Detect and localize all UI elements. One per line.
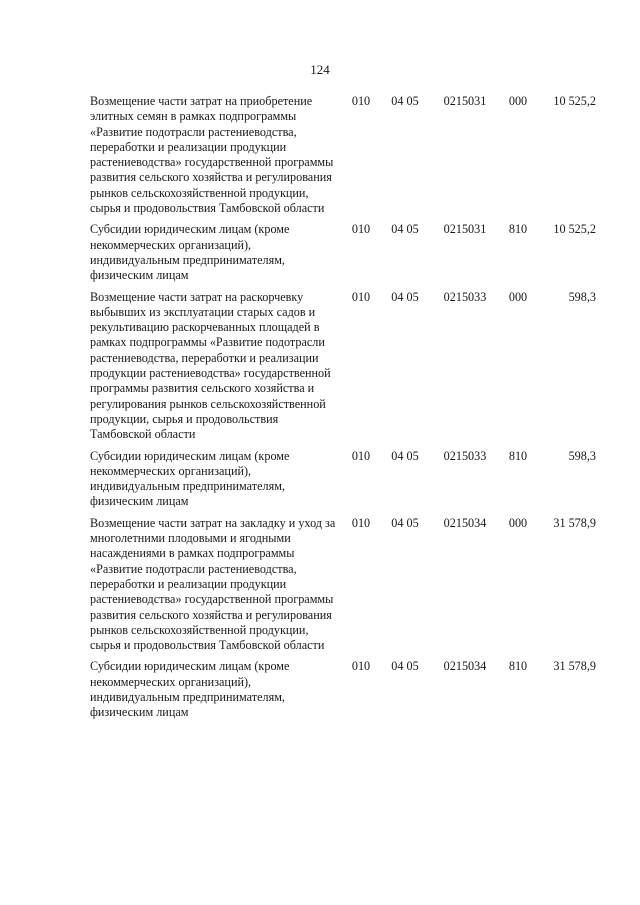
row-ministry-code: 010 [351,515,371,530]
row-section-code: 04 05 [391,94,419,108]
row-ministry-code: 010 [351,222,371,237]
table-row [90,443,596,510]
row-ministry-code: 010 [351,659,371,674]
row-name-cell [90,216,342,283]
row-sum: 598,3 [568,448,596,463]
table-row [90,510,596,654]
row-sum: 31 578,9 [553,515,596,530]
row-target-code: 0215034 [443,659,487,674]
row-name: Субсидии юридическим лицам (кроме некоммерческих организаций), индивидуальным предпринимателям, физическим лицам [90,659,290,720]
budget-table [90,94,596,721]
table-row [90,216,596,283]
row-name-cell [90,443,342,510]
row-name: Возмещение части затрат на раскорчевку выбывших из эксплуатации старых садов и рекультивацию раскорчеванных площадей в рамках подпрограммы «Развитие подотрасли растениеводства, переработки и реализации продукции растениеводства» государственной программы развития сельского хозяйства и регулирования рынков сельскохозяйственной продукции, сырья и продовольствия Тамбовской области [90,289,331,442]
row-section-code: 04 05 [391,515,419,530]
row-ministry-code: 010 [351,289,371,304]
row-section-code: 04 05 [391,448,419,463]
row-target-code: 0215031 [443,94,487,108]
row-name-cell [90,94,342,216]
row-ministry-code: 010 [351,448,371,463]
row-name-cell [90,653,342,720]
row-section-code: 04 05 [391,222,419,237]
row-expense-type: 810 [508,222,528,237]
row-name-cell [90,284,342,443]
row-target-code: 0215031 [443,222,487,237]
row-target-code: 0215033 [443,448,487,463]
row-sum: 598,3 [568,289,596,304]
budget-table-body [90,94,596,721]
table-row [90,284,596,443]
row-name-cell [90,510,342,654]
row-expense-type: 000 [508,515,528,530]
row-sum: 31 578,9 [553,659,596,674]
row-sum: 10 525,2 [553,222,596,237]
row-name: Возмещение части затрат на закладку и уход за многолетними плодовыми и ягодными насаждениями в рамках подпрограммы «Развитие подотрасли растениеводства, переработки и реализации продукции растениеводства» государственной программы развития сельского хозяйства и регулирования рынков сельскохозяйственной продукции, сырья и продовольствия Тамбовской области [90,515,336,653]
row-expense-type: 810 [508,448,528,463]
row-expense-type: 810 [508,659,528,674]
row-target-code: 0215034 [443,515,487,530]
row-expense-type: 000 [508,94,528,108]
table-row [90,653,596,720]
row-ministry-code: 010 [351,94,371,108]
row-target-code: 0215033 [443,289,487,304]
row-name: Субсидии юридическим лицам (кроме некоммерческих организаций), индивидуальным предпринимателям, физическим лицам [90,222,290,283]
row-name: Субсидии юридическим лицам (кроме некоммерческих организаций), индивидуальным предпринимателям, физическим лицам [90,448,290,509]
row-name: Возмещение части затрат на приобретение элитных семян в рамках подпрограммы «Развитие подотрасли растениеводства, переработки и реализации продукции растениеводства» государственной программы развития сельского хозяйства и регулирования рынков сельскохозяйственной продукции, сырья и продовольствия Тамбовской области [90,94,334,216]
row-sum: 10 525,2 [553,94,596,108]
page-number: 124 [310,62,330,77]
row-section-code: 04 05 [391,659,419,674]
row-expense-type: 000 [508,289,528,304]
row-section-code: 04 05 [391,289,419,304]
table-row [90,94,596,216]
